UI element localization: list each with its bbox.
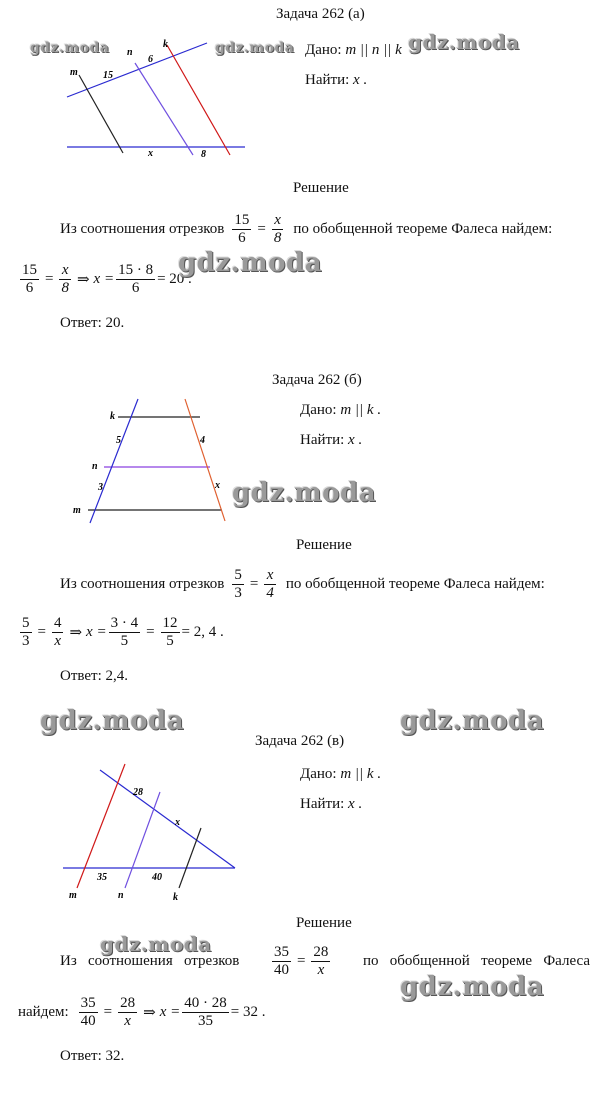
part-b-answer: Ответ: 2,4. <box>60 668 129 684</box>
label-x: x <box>215 480 220 491</box>
watermark: gdz.moda <box>40 706 185 736</box>
part-c-solution-title: Решение <box>296 915 352 931</box>
label-k: k <box>163 39 168 50</box>
watermark: gdz.moda <box>178 248 323 278</box>
line-n <box>135 63 193 155</box>
line-k <box>179 828 201 888</box>
part-b-text: Из соотношения отрезков $\frac{5}{3}$ = $\frac{x}{4}$ по обобщенной теореме Фалеса найдем: <box>60 567 545 601</box>
label-40: 40 <box>152 872 162 883</box>
label-4: 4 <box>200 435 205 446</box>
label-m: m <box>69 890 77 901</box>
part-b-given: Дано: m || k . <box>300 402 382 418</box>
watermark: gdz.moda <box>215 40 295 56</box>
part-a-given: Дано: m || n || k <box>305 42 402 58</box>
label-x: x <box>175 817 180 828</box>
part-c-equation: найдем: $\frac{35}{40}$ = $\frac{28}{x}$ ⇒ x = $\frac{40 \cdot 28}{35}$ = 32 . <box>18 995 266 1029</box>
label-n: n <box>118 890 124 901</box>
label-k: k <box>110 411 115 422</box>
part-c-title: Задача 262 (в) <box>255 733 345 749</box>
part-c-answer: Ответ: 32. <box>60 1048 125 1064</box>
label-6: 6 <box>148 54 153 65</box>
watermark: gdz.moda <box>400 972 545 1002</box>
label-5: 5 <box>116 435 121 446</box>
part-b-equation: $\frac{5}{3}$ = $\frac{4}{x}$ ⇒ x = $\frac{3 \cdot 4}{5}$ = $\frac{12}{5}$ = 2, 4 . <box>22 615 224 649</box>
watermark: gdz.moda <box>100 932 212 956</box>
part-c-find: Найти: x . <box>300 796 363 812</box>
transversal-upper <box>100 770 235 868</box>
label-28: 28 <box>133 787 143 798</box>
part-b-find: Найти: x . <box>300 432 363 448</box>
part-a-title: Задача 262 (а) <box>276 6 365 22</box>
part-b-solution-title: Решение <box>296 537 352 553</box>
watermark: gdz.moda <box>400 706 545 736</box>
label-n: n <box>92 461 98 472</box>
label-m: m <box>73 505 81 516</box>
part-c-figure <box>55 760 250 905</box>
label-x: x <box>148 148 153 159</box>
line-k <box>167 45 230 155</box>
label-m: m <box>70 67 78 78</box>
part-a-answer: Ответ: 20. <box>60 315 125 331</box>
part-c-given: Дано: m || k . <box>300 766 382 782</box>
label-3: 3 <box>98 482 103 493</box>
label-8: 8 <box>201 149 206 160</box>
watermark: gdz.moda <box>232 478 377 508</box>
line-m <box>77 764 125 888</box>
part-c-text: Из соотношения отрезков $\frac{35}{40}$ = $\frac{28}{x}$ по обобщенной теореме Фалеса <box>60 944 590 978</box>
part-a-find: Найти: x . <box>305 72 368 88</box>
part-a-text: Из соотношения отрезков $\frac{15}{6}$ = $\frac{x}{8}$ по обобщенной теореме Фалеса найдем: <box>60 212 553 246</box>
watermark: gdz.moda <box>30 40 110 56</box>
part-b-figure <box>70 395 230 525</box>
part-b-title: Задача 262 (б) <box>272 372 362 388</box>
label-k: k <box>173 892 178 903</box>
transversal-right <box>185 399 225 521</box>
line-m <box>79 75 123 153</box>
label-35: 35 <box>97 872 107 883</box>
label-n: n <box>127 47 133 58</box>
watermark: gdz.moda <box>408 30 520 54</box>
part-a-solution-title: Решение <box>293 180 349 196</box>
part-a-equation: $\frac{15}{6}$ = $\frac{x}{8}$ ⇒ x = $\frac{15 \cdot 8}{6}$ = 20 . <box>22 262 192 296</box>
label-15: 15 <box>103 70 113 81</box>
